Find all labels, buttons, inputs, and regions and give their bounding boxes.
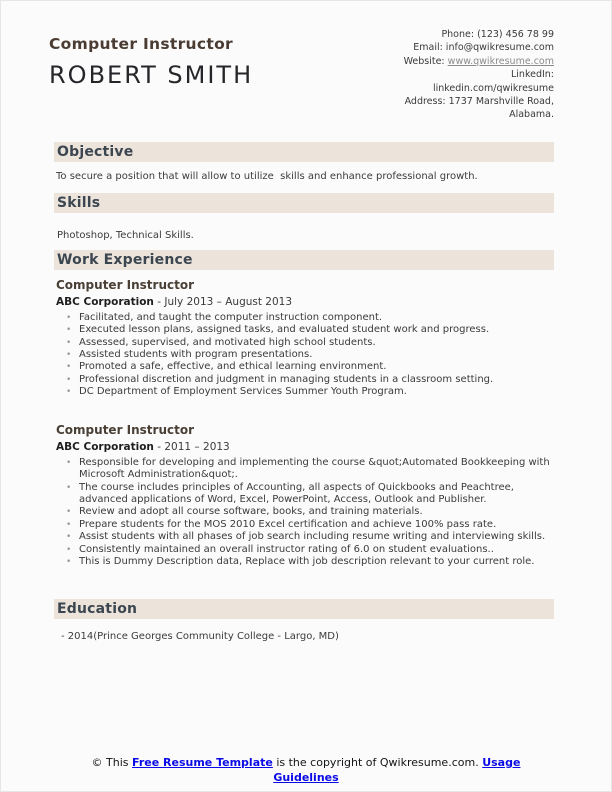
job-entry-1 — [54, 278, 554, 399]
bullet-item: • Facilitated, and taught the computer instruction component. — [79, 312, 554, 324]
job-title: Computer Instructor — [56, 277, 195, 292]
skills-text: Photoshop, Technical Skills. — [57, 229, 194, 241]
resume-content — [49, 1, 554, 643]
contact-email: Email: info@qwikresume.com — [413, 42, 554, 54]
education-text: - 2014(Prince Georges Community College - Largo, MD) — [61, 631, 339, 643]
section-header-work-experience: Work Experience — [54, 250, 554, 270]
header — [49, 28, 554, 122]
bullet-item: • Assist students with all phases of job search including resume writing and interviewing skills. — [79, 531, 554, 543]
candidate-name: ROBERT SMITH — [49, 61, 254, 89]
footer-link-usage-guidelines[interactable]: Usage Guidelines — [273, 756, 521, 784]
position-title: Computer Instructor — [49, 35, 233, 53]
job-meta — [54, 296, 554, 308]
bullet-item: • Promoted a safe, effective, and ethical learning environment. — [79, 361, 554, 373]
contact-address-line2: Alabama. — [509, 109, 554, 121]
footer-link-free-resume-template[interactable]: Free Resume Template — [132, 756, 273, 769]
section-header-education: Education — [54, 599, 554, 619]
job-bullets — [54, 312, 554, 399]
company-name: ABC Corporation — [56, 295, 154, 308]
objective-text: To secure a position that will allow to utilize skills and enhance professional growth. — [56, 170, 478, 182]
contact-address-line1: Address: 1737 Marshville Road, — [404, 96, 554, 108]
footer-copyright-line — [86, 755, 526, 785]
contact-website-row — [344, 55, 554, 68]
contact-info — [344, 28, 554, 122]
bullet-item: • Responsible for developing and implementing the course &quot;Automated Bookkeeping with Microsoft Administration&quot;. — [79, 457, 554, 482]
section-header-skills: Skills — [54, 193, 554, 213]
contact-linkedin-url: linkedin.com/qwikresume — [432, 82, 554, 94]
website-label: Website: — [403, 55, 445, 67]
bullet-item: • The course includes principles of Accounting, all aspects of Quickbooks and Peachtree, advanced applications of Word, Excel, PowerPoint, Access, Outlook and Publisher. — [79, 482, 554, 507]
bullet-item: • Assessed, supervised, and motivated high school students. — [79, 337, 554, 349]
website-link[interactable]: www.qwikresume.com — [447, 55, 554, 67]
job-title: Computer Instructor — [56, 422, 195, 437]
company-name: ABC Corporation — [56, 440, 154, 453]
job-entry-2 — [54, 423, 554, 569]
bullet-item: • Assisted students with program presentations. — [79, 349, 554, 361]
bullet-item: • Executed lesson plans, assigned tasks, and evaluated student work and progress. — [79, 324, 554, 336]
bullet-item: • Consistently maintained an overall instructor rating of 6.0 on student evaluations.. — [79, 544, 554, 556]
bullet-item: • Review and adopt all course software, books, and training materials. — [79, 506, 554, 518]
bullet-item: • This is Dummy Description data, Replace with job description relevant to your current role. — [79, 556, 554, 568]
footer-text-prefix: © This — [91, 756, 133, 769]
footer-text-middle: is the copyright of Qwikresume.com. — [272, 756, 483, 769]
footer — [1, 755, 611, 785]
contact-linkedin-label: LinkedIn: — [510, 69, 554, 81]
bullet-item: • Prepare students for the MOS 2010 Excel certification and achieve 100% pass rate. — [79, 519, 554, 531]
job-dates: - 2011 – 2013 — [157, 440, 230, 453]
job-dates: - July 2013 – August 2013 — [157, 295, 293, 308]
contact-phone: Phone: (123) 456 78 99 — [441, 29, 554, 40]
section-header-objective: Objective — [54, 142, 554, 162]
bullet-item: • DC Department of Employment Services Summer Youth Program. — [79, 386, 554, 398]
job-meta — [54, 441, 554, 453]
job-bullets — [54, 457, 554, 569]
header-titles — [49, 28, 253, 122]
bullet-item: • Professional discretion and judgment in managing students in a classroom setting. — [79, 374, 554, 386]
